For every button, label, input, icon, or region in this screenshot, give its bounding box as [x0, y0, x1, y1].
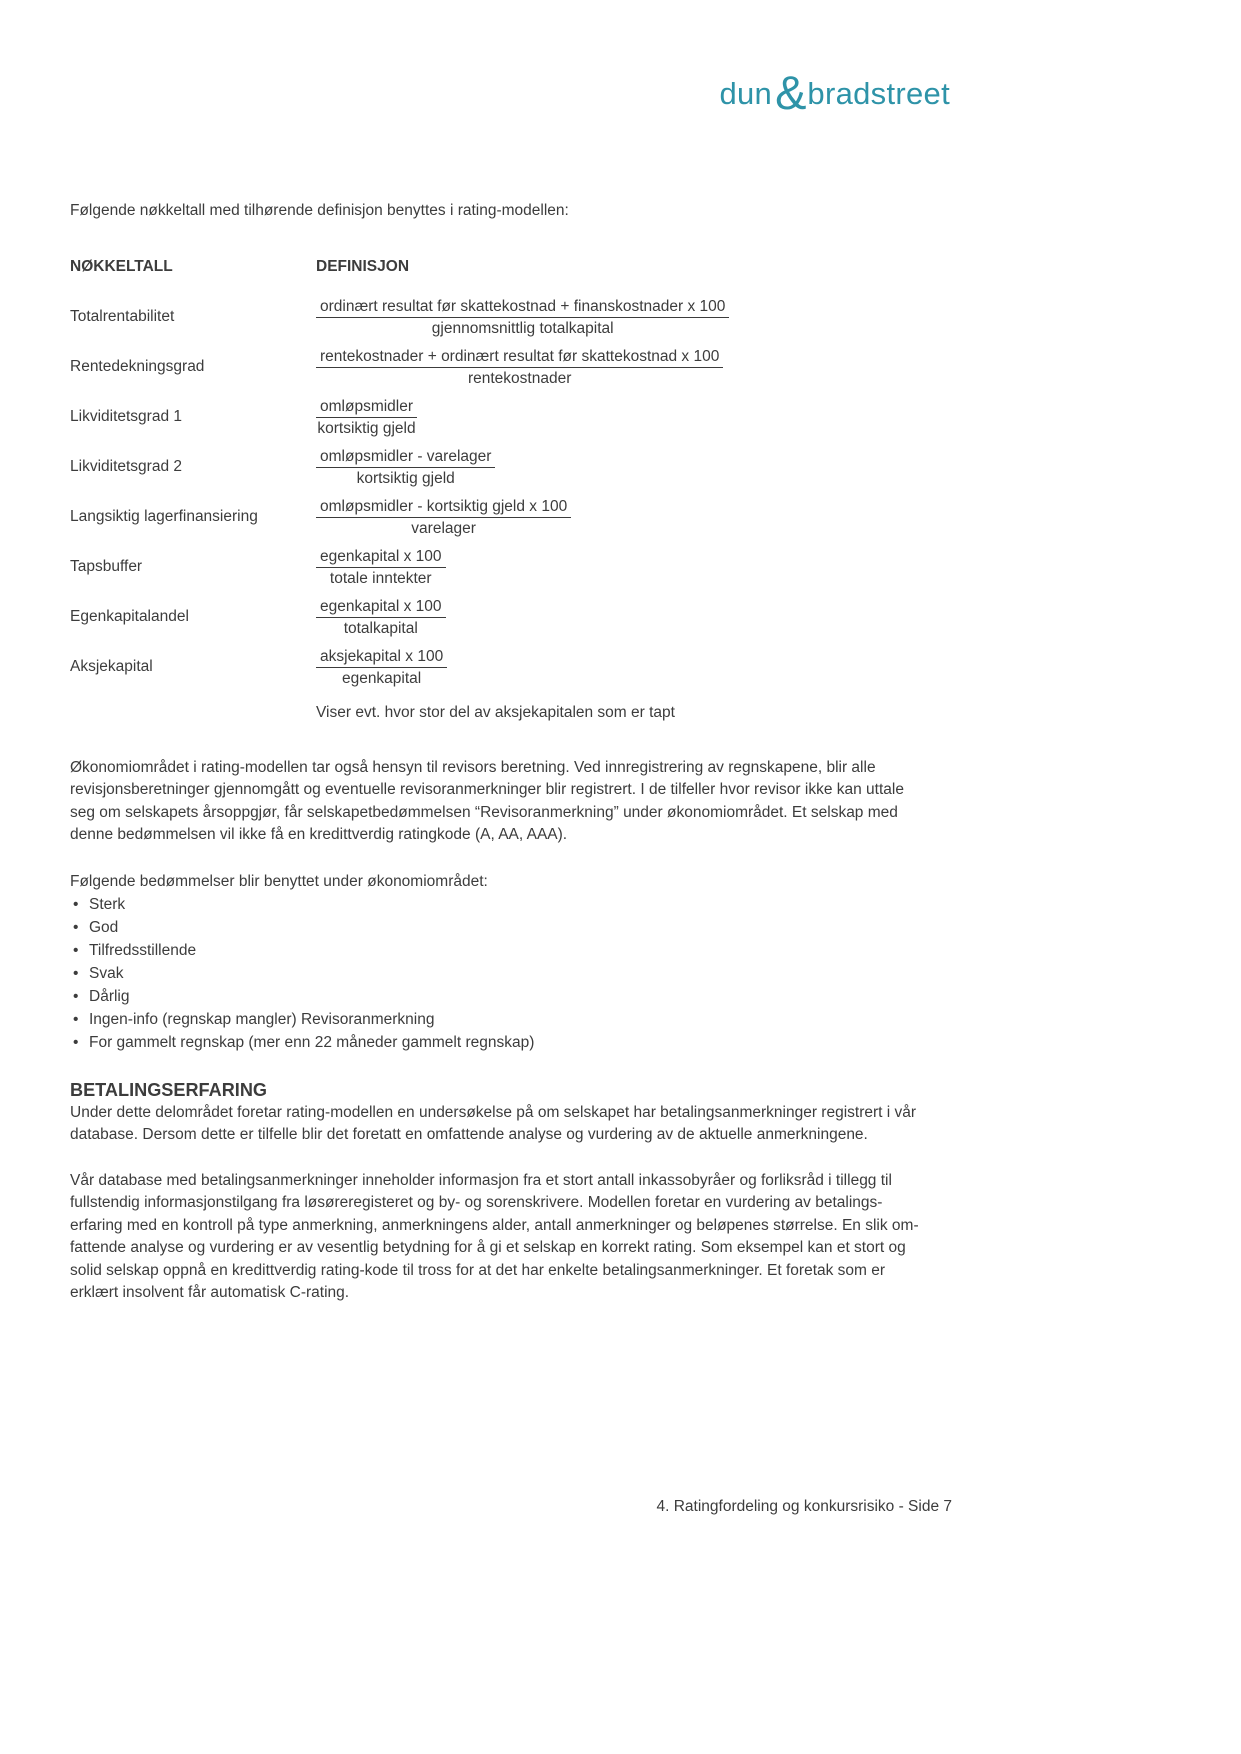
ratio-row-rentedekningsgrad [70, 347, 926, 388]
logo-ampersand-icon: & [775, 66, 807, 119]
assessments-list [70, 893, 926, 1054]
economy-paragraph: Økonomiområdet i rating-modellen tar også hensyn til revisors beretning. Ved innregistrering av regnskapene, blir alle revisjonsberetninger gjennomgått og eventuelle revisoranmerkninger blir registrert. I de tilfeller hvor revisor ikke kan uttale seg om selskapets årsoppgjør, får selskapetbedømmelsen “Revisoranmerkning” under økonomiområdet. Et selskap med denne bedømmelsen vil ikke få en kredittverdig ratingkode (A, AA, AAA). [70, 758, 904, 843]
formula-numerator: omløpsmidler - kortsiktig gjeld x 100 [316, 497, 571, 518]
formula-numerator: egenkapital x 100 [316, 547, 446, 568]
table-note: Viser evt. hvor stor del av aksjekapitalen som er tapt [316, 704, 675, 721]
formula-numerator: egenkapital x 100 [316, 597, 446, 618]
column-header-definisjon: DEFINISJON [316, 257, 410, 275]
ratio-formula [316, 647, 447, 688]
ratio-label: Tapsbuffer [70, 558, 143, 576]
assessment-item: • God [70, 916, 926, 939]
ratio-label: Aksjekapital [70, 658, 153, 676]
ratio-formula [316, 347, 723, 388]
assessment-item: • Tilfredsstillende [70, 939, 926, 962]
ratio-formula [316, 397, 417, 438]
ratio-formula [316, 547, 446, 588]
assessment-item: • Sterk [70, 893, 926, 916]
formula-denominator: kortsiktig gjeld [356, 470, 455, 487]
formula-denominator: totale inntekter [329, 570, 432, 587]
ratio-row-aksjekapital [70, 647, 926, 688]
ratio-row-egenkapitalandel [70, 597, 926, 638]
formula-numerator: ordinært resultat før skattekostnad + finanskostnader x 100 [316, 297, 729, 318]
assessment-item: • Dårlig [70, 985, 926, 1008]
formula-numerator: omløpsmidler - varelager [316, 447, 495, 468]
ratio-label: Likviditetsgrad 1 [70, 408, 183, 426]
logo [0, 64, 950, 119]
ratio-label: Totalrentabilitet [70, 308, 175, 326]
column-header-nokkeltall: NØKKELTALL [70, 257, 173, 275]
formula-numerator: rentekostnader + ordinært resultat før skattekostnad x 100 [316, 347, 723, 368]
ratio-formula [316, 497, 571, 538]
table-header-row [70, 256, 926, 279]
intro-text: Følgende nøkkeltall med tilhørende definisjon benyttes i rating-modellen: [70, 202, 569, 219]
formula-numerator: aksjekapital x 100 [316, 647, 447, 668]
assessments-intro: Følgende bedømmelser blir benyttet under økonomiområdet: [70, 872, 488, 890]
page-footer: 4. Ratingfordeling og konkursrisiko - Side 7 [656, 1498, 952, 1515]
formula-denominator: rentekostnader [467, 370, 572, 387]
formula-denominator: egenkapital [341, 670, 422, 687]
ratio-label: Langsiktig lagerfinansiering [70, 508, 258, 526]
formula-denominator: gjennomsnittlig totalkapital [431, 320, 614, 337]
ratio-formula [316, 297, 729, 338]
ratio-row-tapsbuffer [70, 547, 926, 588]
ratio-row-langsiktig-lagerfinansiering [70, 497, 926, 538]
section-heading-betalingserfaring: BETALINGSERFARING [70, 1080, 268, 1100]
payment-paragraph-2: Vår database med betalingsanmerkninger inneholder informasjon fra et stort antall inkassobyråer og forliksråd i tillegg til fullstendig informasjonstilgang fra løsøreregisteret og by- og sorenskrivere. Modellen foretar en vurdering av betalings- erfaring med en kontroll på type anmerkning, anmerkningens alder, antall anmerkninger og beløpenes størrelse. En slik om- fattende analyse og vurdering er av vesentlig betydning for å gi et selskap en korrekt rating. Som eksempel kan et stort og solid selskap oppnå en kredittverdig rating-kode til tross for at det har enkelte betalingsanmerkninger. Et foretak som er erklært insolvent får automatisk C-rating. [70, 1171, 919, 1301]
formula-denominator: kortsiktig gjeld [317, 420, 416, 437]
ratio-label: Likviditetsgrad 2 [70, 458, 183, 476]
logo-word-bradstreet: bradstreet [807, 76, 950, 111]
formula-denominator: totalkapital [343, 620, 418, 637]
ratio-row-totalrentabilitet [70, 297, 926, 338]
ratio-label: Egenkapitalandel [70, 608, 189, 626]
assessment-item: • For gammelt regnskap (mer enn 22 måneder gammelt regnskap) [70, 1031, 926, 1054]
ratio-formula [316, 447, 495, 488]
assessment-item: • Ingen-info (regnskap mangler) Revisoranmerkning [70, 1008, 926, 1031]
ratio-formula [316, 597, 446, 638]
payment-paragraph-1: Under dette delområdet foretar rating-modellen en undersøkelse på om selskapet har betalingsanmerkninger registrert i vår database. Dersom dette er tilfelle blir det foretatt en omfattende analyse og vurdering av de aktuelle anmerkningene. [70, 1103, 917, 1143]
assessment-item: • Svak [70, 962, 926, 985]
ratio-row-likviditetsgrad-2 [70, 447, 926, 488]
logo-word-dun: dun [719, 76, 773, 111]
page-content [70, 200, 926, 1305]
ratio-label: Rentedekningsgrad [70, 358, 205, 376]
formula-denominator: varelager [411, 520, 476, 537]
ratio-row-likviditetsgrad-1 [70, 397, 926, 438]
formula-numerator: omløpsmidler [316, 397, 417, 418]
